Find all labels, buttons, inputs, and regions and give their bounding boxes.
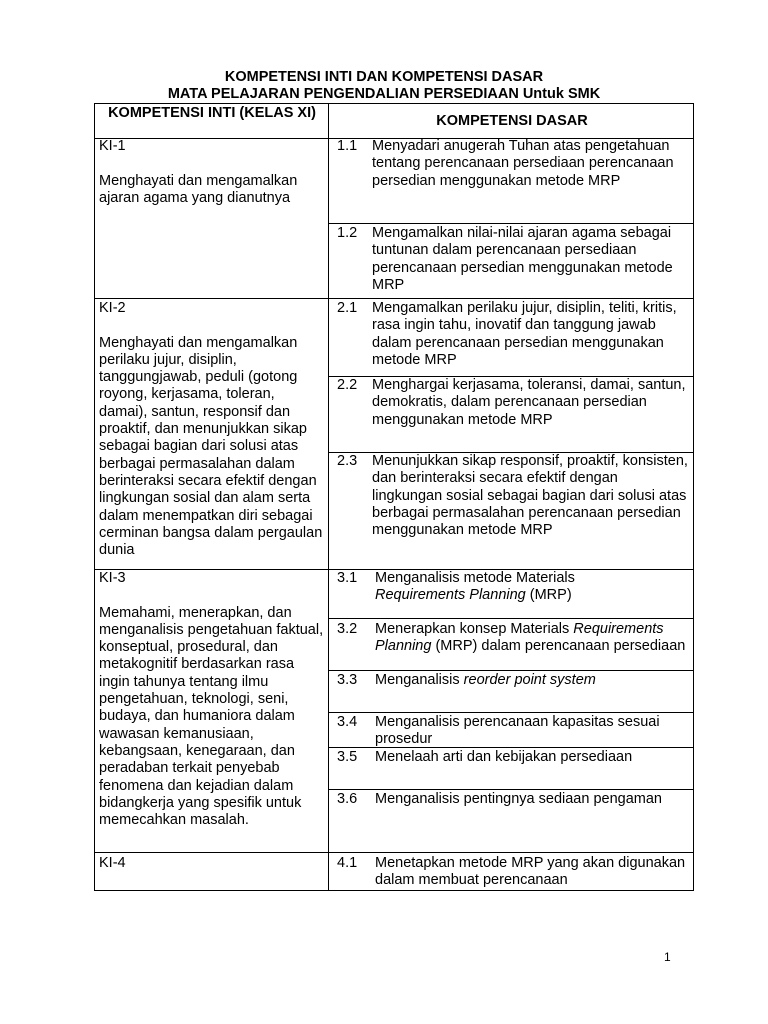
kd-number: 1.2 (337, 225, 358, 241)
kd-text: Menghargai kerjasama, toleransi, damai, santun, demokratis, dalam perencanaan persedian menggunakan metode MRP (372, 377, 686, 428)
kd-text-italic: Requirements Planning (375, 587, 526, 604)
ki-cell (99, 855, 324, 872)
kd-text: Menelaah arti dan kebijakan persediaan (375, 749, 633, 765)
ki-cell (99, 300, 324, 559)
kd-number: 1.1 (337, 138, 358, 154)
kd-text: Menganalisis perencanaan kapasitas sesuai prosedur (375, 714, 660, 748)
kd-text-part: Menganalisis (375, 672, 464, 688)
ki-description: Menghayati dan mengamalkan ajaran agama yang dianutnya (99, 172, 298, 206)
kd-text: Menetapkan metode MRP yang akan digunakan dalam membuat perencanaan (375, 855, 686, 889)
document-title-line-2: MATA PELAJARAN PENGENDALIAN PERSEDIAAN Untuk SMK (167, 86, 601, 102)
kd-text-part: (MRP) dalam perencanaan persediaan (431, 638, 686, 655)
kd-number: 3.3 (337, 672, 358, 688)
row-divider (94, 298, 694, 299)
ki-code: KI-3 (99, 570, 126, 586)
kd-text-italic: reorder point system (463, 672, 596, 688)
header-kompetensi-dasar: KOMPETENSI DASAR (436, 113, 588, 129)
kd-text (375, 570, 690, 605)
kd-text-part: (MRP) (525, 587, 572, 604)
kd-text-part: Menerapkan konsep Materials (375, 621, 574, 637)
ki-cell (99, 138, 324, 207)
ki-description: Menghayati dan mengamalkan perilaku jujur, disiplin, tanggungjawab, peduli (gotong royong, kerjasama, toleran, damai), santun, responsif dan proaktif, dan menunjukkan sikap sebagai bagian dari solusi atas berbagai permasalahan dalam berinteraksi secara efektif dengan lingkungan sosial dan alam serta dalam menempatkan diri sebagai cerminan bangsa dalam pergaulan dunia (99, 334, 323, 559)
kd-number: 4.1 (337, 855, 358, 871)
page-number: 1 (664, 950, 671, 964)
row-divider (94, 852, 694, 853)
kd-text: Mengamalkan perilaku jujur, disiplin, teliti, kritis, rasa ingin tahu, inovatif dan tanggung jawab dalam perencanaan persedian menggunakan metode MRP (372, 300, 677, 368)
row-divider (328, 223, 694, 224)
kd-number: 2.2 (337, 377, 358, 393)
kd-number: 3.4 (337, 714, 358, 730)
ki-code: KI-4 (99, 855, 126, 871)
document-title-line-1: KOMPETENSI INTI DAN KOMPETENSI DASAR (224, 69, 544, 85)
kd-number: 3.5 (337, 749, 358, 765)
ki-code: KI-2 (99, 300, 126, 316)
kd-text: Mengamalkan nilai-nilai ajaran agama sebagai tuntunan dalam perencanaan persediaan perencanaan persedian menggunakan metode MRP (372, 225, 673, 293)
kd-number: 3.6 (337, 791, 358, 807)
kd-number: 3.2 (337, 621, 358, 637)
row-divider (328, 712, 694, 713)
kd-text (375, 672, 690, 689)
kd-text-part: Menganalisis metode Materials (375, 570, 575, 586)
ki-description: Memahami, menerapkan, dan menganalisis pengetahuan faktual, konseptual, prosedural, dan metakognitif berdasarkan rasa ingin tahunya tentang ilmu pengetahuan, teknologi, seni, budaya, dan humaniora dalam wawasan kemanusiaan, kebangsaan, kenegaraan, dan peradaban terkait penyebab fenomena dan kejadian dalam bidangkerja yang spesifik untuk memecahkan masalah. (99, 604, 324, 829)
kd-number: 2.3 (337, 453, 358, 469)
kd-text: Menyadari anugerah Tuhan atas pengetahuan tentang perencanaan persediaan perencanaan persedian menggunakan metode MRP (372, 138, 674, 189)
row-divider (328, 618, 694, 619)
kd-text (375, 621, 690, 656)
ki-cell (99, 570, 324, 829)
kd-number: 2.1 (337, 300, 358, 316)
kd-text: Menganalisis pentingnya sediaan pengaman (375, 791, 662, 807)
row-divider (328, 789, 694, 790)
kd-text: Menunjukkan sikap responsif, proaktif, konsisten, dan berinteraksi secara efektif dengan lingkungan sosial sebagai bagian dari solusi atas berbagai permasalahan perencanaan persedian menggunakan metode MRP (372, 453, 688, 539)
kd-number: 3.1 (337, 570, 358, 586)
table-column-divider (328, 103, 329, 891)
ki-code: KI-1 (99, 138, 126, 154)
header-kompetensi-inti: KOMPETENSI INTI (KELAS XI) (108, 105, 316, 121)
kd-text-italic: Requirements Planning (375, 621, 664, 655)
row-divider (328, 670, 694, 671)
